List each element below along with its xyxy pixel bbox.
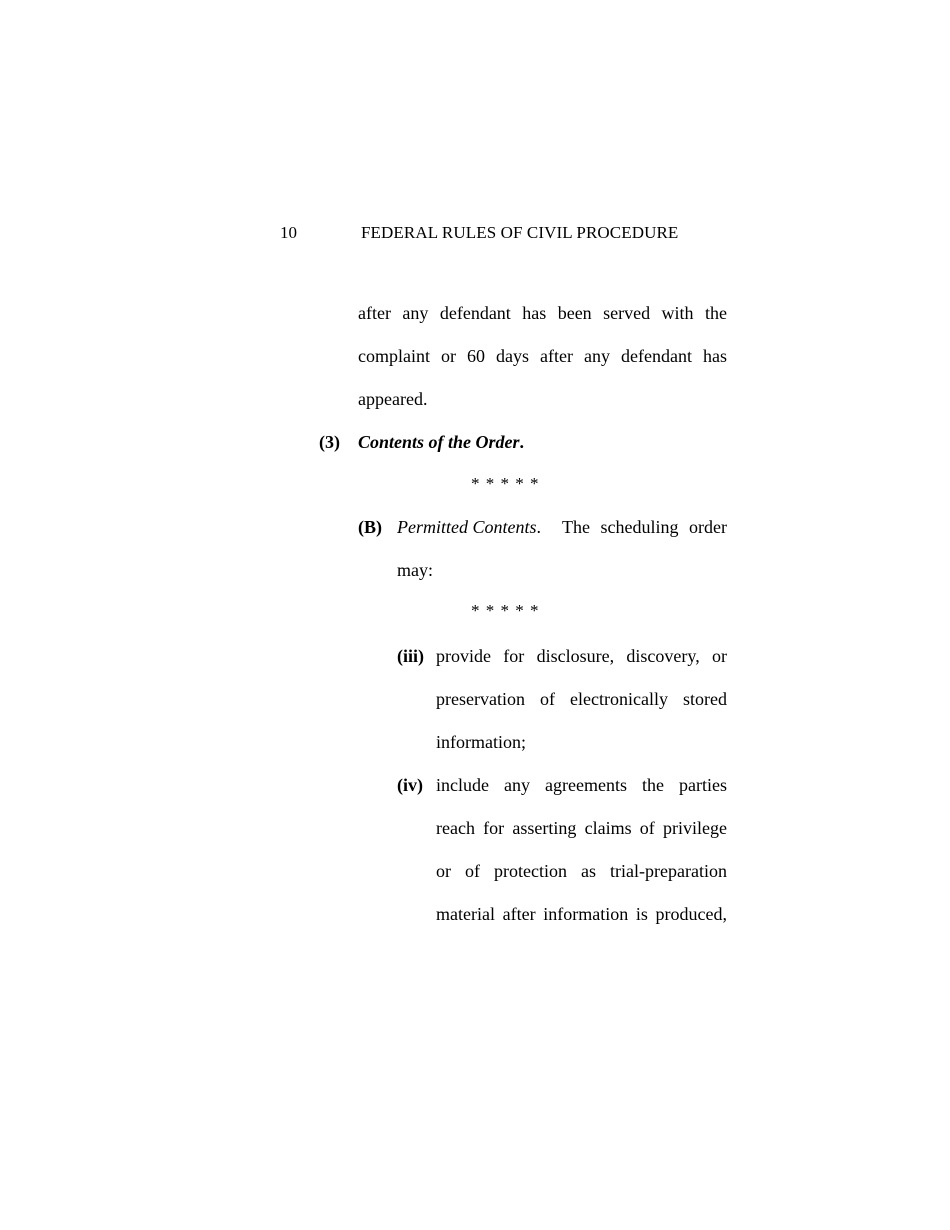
item-iv-label: (iv) (397, 775, 423, 795)
section-b-period: . (536, 517, 541, 537)
intro-line-1: after any defendant has been served with the (358, 303, 727, 323)
omission-stars-2: * * * * * (471, 601, 540, 620)
item-iv-line-2: reach for asserting claims of privilege (436, 818, 727, 838)
omission-stars-1: * * * * * (471, 474, 540, 493)
item-iv-line-3: or of protection as trial-preparation (436, 861, 727, 881)
section-3-label: (3) (319, 432, 340, 452)
section-3-title: Contents of the Order (358, 432, 520, 452)
section-b-label: (B) (358, 517, 382, 537)
section-b-rest: The scheduling order (562, 517, 727, 537)
page-number: 10 (280, 223, 297, 242)
section-3-heading (358, 431, 524, 453)
section-3-period: . (519, 432, 525, 452)
intro-line-2: complaint or 60 days after any defendant has (358, 346, 727, 366)
item-iii-line-2: preservation of electronically stored (436, 689, 727, 709)
section-b-line-1 (397, 516, 727, 538)
intro-line-3: appeared. (358, 389, 428, 409)
item-iv-line-4: material after information is produced, (436, 904, 727, 924)
item-iii-line-3: information; (436, 732, 526, 752)
item-iii-label: (iii) (397, 646, 424, 666)
item-iii-line-1: provide for disclosure, discovery, or (436, 646, 727, 666)
section-b-heading: Permitted Contents (397, 517, 537, 537)
running-head: FEDERAL RULES OF CIVIL PROCEDURE (361, 223, 679, 242)
item-iv-line-1: include any agreements the parties (436, 775, 727, 795)
section-b-line-2: may: (397, 560, 433, 580)
